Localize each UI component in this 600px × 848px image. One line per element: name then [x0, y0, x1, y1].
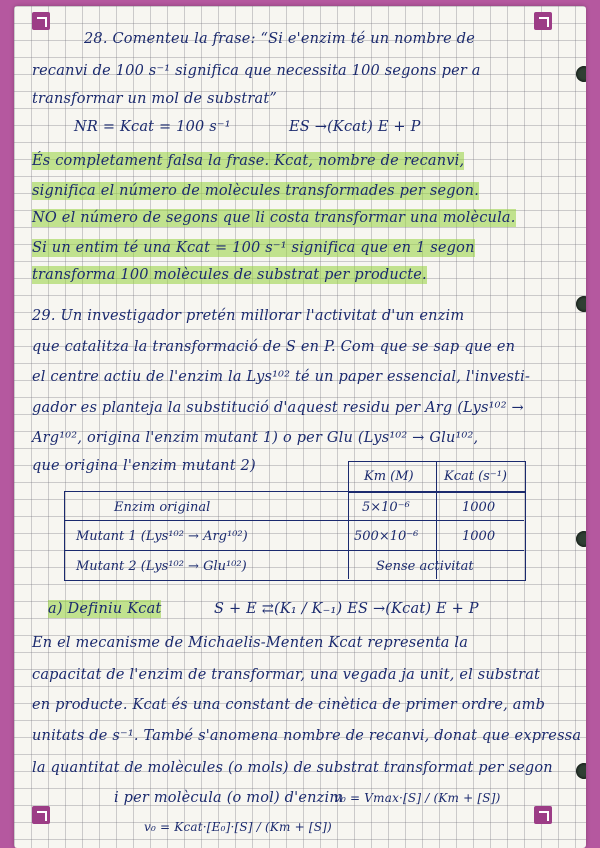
corner-bookmark-icon — [32, 806, 50, 824]
q29-line: 29. Un investigador pretén millorar l'activitat d'un enzim — [32, 308, 465, 324]
table-row-name: Mutant 2 (Lys¹⁰² → Glu¹⁰²) — [76, 559, 247, 574]
q29-answer-line: la quantitat de molècules (o mols) de substrat transformat per segon — [32, 760, 553, 776]
corner-bookmark-icon — [534, 806, 552, 824]
notebook-page — [14, 6, 586, 848]
q29-line: que catalitza la transformació de S en P. Com que se sap que en — [32, 339, 516, 355]
q28-answer-line: És completament falsa la frase. Kcat, nombre de recanvi, — [32, 153, 465, 169]
table-row-km: 5×10⁻⁶ — [362, 500, 410, 515]
table-header-km: Km (M) — [364, 469, 414, 484]
table-row-name: Enzim original — [114, 500, 211, 515]
q28-answer-line: Si un entim té una Kcat = 100 s⁻¹ significa que en 1 segon — [32, 240, 475, 256]
q28-answer-line: transforma 100 molècules de substrat per producte. — [32, 267, 427, 283]
q29-answer-line: unitats de s⁻¹. També s'anomena nombre de recanvi, donat que expressa — [32, 728, 582, 744]
table-row-km: Sense activitat — [376, 559, 474, 574]
table-divider — [348, 491, 349, 579]
q29-line: Arg¹⁰², origina l'enzim mutant 1) o per Glu (Lys¹⁰² → Glu¹⁰², — [32, 430, 479, 446]
table-divider — [64, 550, 524, 551]
q29-reaction: S + E ⇄(K₁ / K₋₁) ES →(Kcat) E + P — [214, 601, 479, 617]
table-row-kcat: 1000 — [462, 500, 496, 515]
q29-answer-line: capacitat de l'enzim de transformar, una vegada ja unit, el substrat — [32, 667, 541, 683]
q29-answer-line: en producte. Kcat és una constant de cinètica de primer ordre, amb — [32, 697, 546, 713]
q29-line: el centre actiu de l'enzim la Lys¹⁰² té un paper essencial, l'investi- — [32, 369, 531, 385]
table-row-km: 500×10⁻⁶ — [354, 529, 419, 544]
binder-hole-icon — [576, 66, 586, 82]
q29-line: que origina l'enzim mutant 2) — [32, 458, 256, 474]
michaelis-equation: v₀ = Vmax·[S] / (Km + [S]) — [334, 791, 501, 805]
binder-hole-icon — [576, 531, 586, 547]
q28-line-2: recanvi de 100 s⁻¹ significa que necessita 100 segons per a — [32, 63, 481, 79]
q28-answer-line: NO el número de segons que li costa transformar una molècula. — [32, 210, 516, 226]
q29-line: gador es planteja la substitució d'aquest residu per Arg (Lys¹⁰² → — [32, 400, 524, 416]
q29-answer-line: i per molècula (o mol) d'enzim — [114, 790, 344, 806]
q28-answer-line: significa el número de molècules transformades per segon. — [32, 183, 480, 199]
binder-hole-icon — [576, 763, 586, 779]
table-divider — [64, 520, 524, 521]
table-row-kcat: 1000 — [462, 529, 496, 544]
q29-part-a: a) Definiu Kcat — [48, 601, 162, 617]
table-header-kcat: Kcat (s⁻¹) — [444, 469, 507, 484]
table-row-name: Mutant 1 (Lys¹⁰² → Arg¹⁰²) — [76, 529, 248, 544]
q29-answer-line: En el mecanisme de Michaelis-Menten Kcat representa la — [32, 635, 469, 651]
corner-bookmark-icon — [32, 12, 50, 30]
binder-hole-icon — [576, 296, 586, 312]
q28-line-3: transformar un mol de substrat” — [32, 91, 277, 107]
q28-line-1: 28. Comenteu la frase: “Si e'enzim té un nombre de — [84, 31, 475, 47]
corner-bookmark-icon — [534, 12, 552, 30]
q28-formula-right: ES →(Kcat) E + P — [289, 119, 421, 135]
q28-formula-left: NR = Kcat = 100 s⁻¹ — [74, 119, 231, 135]
kcat-equation: v₀ = Kcat·[E₀]·[S] / (Km + [S]) — [144, 820, 332, 834]
